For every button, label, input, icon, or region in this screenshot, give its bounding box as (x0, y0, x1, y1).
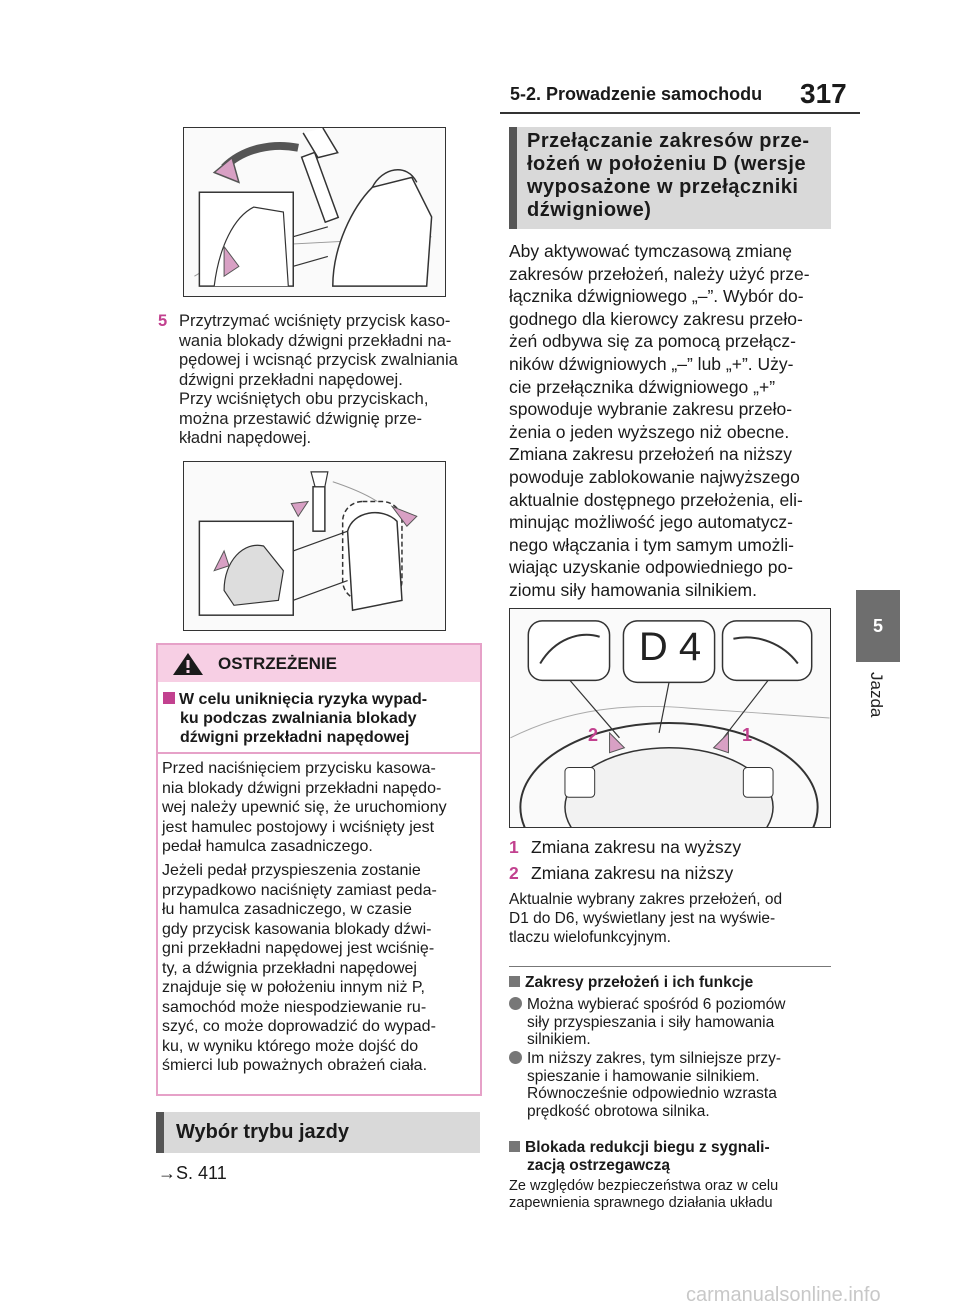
para-line: godnego dla kierowcy zakresu przeło- (509, 308, 803, 329)
para-line: żenia o jeden wyższego niż obecne. (509, 421, 790, 442)
drive-mode-heading (156, 1112, 480, 1153)
bullet-line: Można wybierać spośród 6 poziomów (527, 996, 786, 1013)
note-line: D1 do D6, wyświetlany jest na wyświe- (509, 910, 776, 927)
warning-box (156, 643, 482, 1096)
drive-mode-title: Wybór trybu jazdy (176, 1121, 349, 1143)
functions-bullet-2 (509, 1050, 781, 1120)
legend-text: Zmiana zakresu na niższy (531, 863, 734, 883)
warning-line: jest hamulec postojowy i wciśnięty jest (162, 818, 435, 836)
legend-item-1 (509, 837, 741, 858)
functions-bullet-1 (509, 996, 785, 1049)
drive-mode-xref[interactable]: →S. 411 (158, 1163, 227, 1183)
paddle-paragraph (509, 240, 839, 602)
warning-line: gni przekładni napędowej jest wciśnię- (162, 940, 435, 957)
step-line: kładni napędowej. (179, 429, 312, 447)
chapter-label: Jazda (867, 672, 886, 718)
functions-heading (509, 974, 753, 992)
warning-subtitle-line: ku podczas zwalniania blokady (180, 710, 417, 727)
para-line: Aby aktywować tymczasową zmianę (509, 241, 793, 261)
para-line: aktualnie dostępnego przełożenia, eli- (509, 489, 803, 510)
warning-line: gdy przycisk kasowania blokady dźwi- (162, 920, 432, 938)
callout-2: 2 (588, 725, 599, 745)
warning-line: śmierci lub poważnych obrażeń ciała. (162, 1057, 428, 1074)
warning-line: ku, w wyniku którego może dojść do (162, 1037, 419, 1055)
para-line: żeń odbywa się za pomocą przełącz- (509, 331, 796, 352)
para-line: łącznika dźwigniowego „–”. Wybór do- (509, 286, 804, 307)
bullet-line: Im niższy zakres, tym silniejsze przy- (527, 1050, 782, 1067)
tail-line: Ze względów bezpieczeństwa oraz w celu (509, 1178, 779, 1194)
warning-title: OSTRZEŻENIE (218, 654, 338, 673)
step-line: dźwigni przekładni napędowej. (179, 370, 403, 389)
warning-subtitle-line: dźwigni przekładni napędowej (180, 729, 410, 746)
warning-line: ty, a dźwignia przekładni napędowej (162, 959, 417, 977)
bullet-line: siły przyspieszania i siły hamowania (527, 1013, 775, 1031)
warning-line: Przed naciśnięciem przycisku kasowa- (162, 760, 436, 777)
bullet-square-icon (509, 976, 520, 987)
figure-shift-lever-button (183, 461, 446, 631)
callout-1: 1 (742, 725, 753, 745)
heading-line: łożeń w położeniu D (wersje (527, 153, 807, 175)
heading-line: dźwigniowe) (527, 199, 652, 221)
display-readout: D 4 (638, 625, 702, 669)
para-line: cie przełącznika dźwigniowego „+” (509, 376, 776, 397)
para-line: minując możliwość jego automatycz- (509, 512, 793, 533)
figure-paddle-shifters (509, 608, 831, 828)
warning-line: znajduje się w położeniu innym niż P, (162, 979, 425, 996)
legend-number: 2 (509, 863, 519, 883)
warning-subtitle-line: W celu uniknięcia ryzyka wypad- (179, 691, 428, 708)
para-line: wiając uzyskanie odpowiedniego po- (509, 557, 794, 578)
downshift-block-heading (509, 1139, 770, 1174)
warning-triangle-icon (172, 652, 204, 676)
step-line: Przy wciśniętych obu przyciskach, (179, 390, 429, 408)
warning-line: samochód może niespodziewanie ru- (162, 998, 427, 1016)
bullet-line: silnikiem. (527, 1031, 591, 1048)
bullet-line: spieszanie i hamowanie silnikiem. (527, 1067, 760, 1085)
functions-heading-text: Zakresy przełożeń i ich funkcje (525, 974, 754, 991)
para-line: ziomu siły hamowania silnikiem. (509, 579, 757, 600)
step-number: 5 (158, 312, 168, 330)
step-5 (158, 312, 482, 449)
warning-line: Jeżeli pedał przyspieszenia zostanie (162, 862, 421, 879)
legend-number: 1 (509, 837, 519, 857)
tail-paragraph (509, 1178, 778, 1212)
para-line: ników dźwigniowych „–” lub „+”. Uży- (509, 353, 794, 374)
page-number: 317 (800, 78, 847, 109)
warning-line: łu hamulca zasadniczego, w czasie (162, 901, 412, 918)
warning-paragraph-2 (162, 861, 437, 1076)
page-header (500, 78, 860, 108)
note-line: tlaczu wielofunkcyjnym. (509, 929, 671, 946)
para-line: powoduje zablokowanie najwyższego (509, 466, 800, 487)
figure-shift-lock-release (183, 127, 446, 297)
legend-text: Zmiana zakresu na wyższy (531, 837, 742, 857)
step-line: Przytrzymać wciśnięty przycisk kaso- (179, 312, 451, 330)
legend-item-2 (509, 863, 733, 884)
bullet-line: prędkość obrotowa silnika. (527, 1102, 710, 1120)
figure-shift-lever-illustration (184, 462, 445, 630)
section-title: 5-2. Prowadzenie samochodu (510, 84, 763, 104)
warning-line: pedał hamulca zasadniczego. (162, 838, 373, 855)
heading-line: wyposażone w przełączniki (527, 176, 799, 198)
bullet-line: Równocześnie odpowiednio wzrasta (527, 1085, 777, 1102)
para-line: nego włączania i tym samym umożli- (509, 534, 794, 555)
chapter-tab[interactable]: 5 (856, 590, 900, 662)
step-line: wania blokady dźwigni przekładni na- (179, 331, 452, 350)
watermark: carmanualsonline.info (686, 1284, 881, 1306)
header-rule (500, 112, 860, 114)
warning-line: wej należy upewnić się, że uruchomiony (162, 799, 447, 816)
tail-line: zapewnienia sprawnego działania układu (509, 1195, 773, 1211)
display-note (509, 890, 782, 947)
note-line: Aktualnie wybrany zakres przełożeń, od (509, 891, 783, 908)
heading-line: Przełączanie zakresów prze- (527, 130, 810, 152)
bullet-square-icon (163, 692, 175, 704)
warning-line: szyć, co może doprowadzić do wypad- (162, 1018, 436, 1035)
section-divider (509, 966, 831, 967)
para-line: spowoduje wybranie zakresu przeło- (509, 399, 793, 420)
bullet-square-icon (509, 1141, 520, 1152)
warning-line: nia blokady dźwigni przekładni napędo- (162, 779, 442, 797)
warning-header (158, 645, 480, 682)
warning-paragraph-1 (162, 759, 447, 857)
figure-shift-lock-release-illustration (184, 128, 445, 296)
paddle-section-heading (509, 127, 831, 229)
heading-line: Blokada redukcji biegu z sygnali- (525, 1139, 770, 1156)
para-line: Zmiana zakresu przełożeń na niższy (509, 444, 793, 465)
warning-line: przypadkowo naciśnięty zamiast peda- (162, 881, 437, 899)
heading-line: zacją ostrzegawczą (527, 1156, 671, 1174)
para-line: zakresów przełożeń, należy użyć prze- (509, 263, 810, 284)
warning-divider (158, 752, 480, 754)
step-line: pędowej i wcisnąć przycisk zwalniania (179, 351, 458, 369)
bullet-dot-icon (509, 1051, 522, 1064)
step-line: można przestawić dźwignię prze- (179, 409, 423, 428)
bullet-dot-icon (509, 997, 522, 1010)
warning-subtitle (163, 690, 427, 747)
